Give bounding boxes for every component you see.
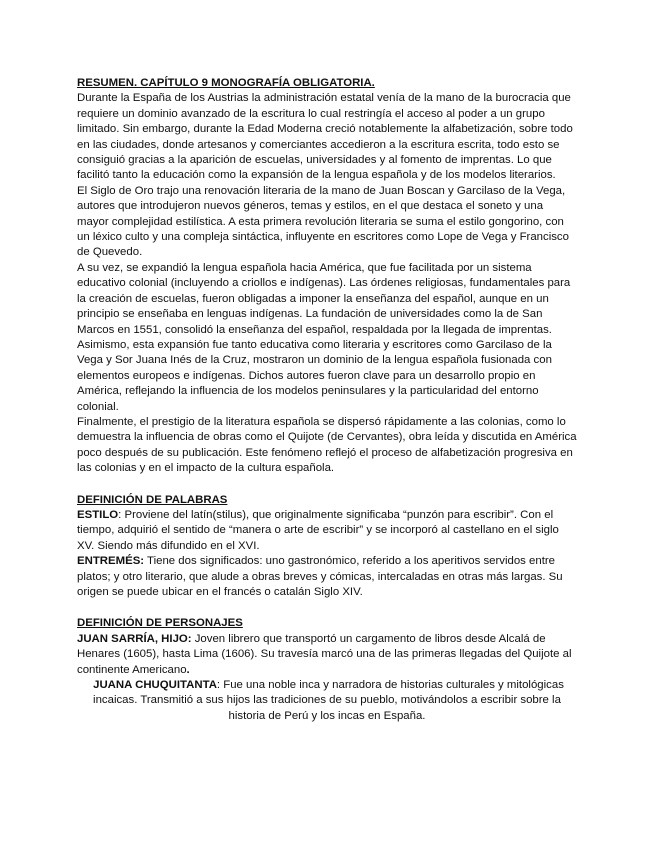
- definition-entremes: [77, 554, 577, 600]
- name-juan-sarria: JUAN SARRÍA, HIJO:: [77, 632, 192, 645]
- character-juana-chuquitanta-text: : Fue una noble inca y narradora de historias culturales y mitológicas incaicas. Transmitió a sus hijos las tradiciones de su pueblo, motivándolos a escribir sobre la historia de Perú y los incas en España.: [93, 679, 564, 722]
- definition-estilo-text: : Proviene del latín(stilus), que originalmente significaba “punzón para escribir”. Con el tiempo, adquirió el sentido de “manera o arte de escribir” y se incorporó al castellano en el siglo XV. Siendo más difundido en el XVI.: [77, 508, 559, 552]
- summary-heading: RESUMEN. CAPÍTULO 9 MONOGRAFÍA OBLIGATORIA.: [77, 77, 375, 89]
- words-heading: DEFINICIÓN DE PALABRAS: [77, 493, 228, 506]
- summary-paragraph-1: Durante la España de los Austrias la administración estatal venía de la mano de la burocracia que requiere un dominio avanzado de la escritura lo cual restringía el acceso al poder a un grupo limitado. Sin embargo, durante la Edad Moderna creció notablemente la alfabetización, sobre todo en las ciudades, donde artesanos y comerciantes accedieron a la escritura escrita, todo esto se consiguió gracias a la aparición de escuelas, universidades y al fomento de imprentas. Lo que facilitó tanto la educación como la expansión de la lengua española y de los modelos literarios.: [77, 92, 573, 182]
- summary-paragraph-4: Finalmente, el prestigio de la literatura española se dispersó rápidamente a las colonias, como lo demuestra la influencia de obras como el Quijote (de Cervantes), obra leída y discutida en América poco después de su publicación. Este fenómeno reflejó el proceso de alfabetización progresiva en las colonias y en el impacto de la cultura española.: [77, 415, 577, 475]
- definition-entremes-text: Tiene dos significados: uno gastronómico, referido a los aperitivos servidos entre platos; y otro literario, que alude a obras breves y cómicas, intercaladas en otras más largas. Su origen se puede ubicar en el francés o catalán Siglo XIV.: [77, 555, 563, 598]
- character-juana-chuquitanta: [77, 678, 577, 724]
- name-juana-chuquitanta: JUANA CHUQUITANTA: [93, 679, 217, 692]
- term-estilo: ESTILO: [77, 508, 119, 521]
- document-page: [77, 76, 577, 724]
- character-juan-sarria-text: Joven librero que transportó un cargamento de libros desde Alcalá de Henares (1605), hasta Lima (1606). Su travesía marcó una de las primeras llegadas del Quijote al continente Americano: [77, 632, 572, 676]
- term-entremes: ENTREMÉS:: [77, 555, 145, 568]
- summary-paragraph-3: A su vez, se expandió la lengua española hacia América, que fue facilitada por un sistema educativo colonial (incluyendo a criollos e indígenas). Las órdenes religiosas, fundamentales para la creación de escuelas, fueron obligadas a imponer la enseñanza del español, aunque en un principio se enseñaba en lenguas indígenas. La fundación de universidades como la de San Marcos en 1551, consolidó la enseñanza del español, respaldada por la llegada de imprentas. Asimismo, esta expansión fue tanto educativa como literaria y escritores como Garcilaso de la Vega y Sor Juana Inés de la Cruz, mostraron un dominio de la lengua española fusionada con elementos europeos e indígenas. Dichos autores fueron clave para un desarrollo propio en América, reflejando la influencia de los modelos peninsulares y la particularidad del entorno colonial.: [77, 261, 571, 413]
- characters-heading: DEFINICIÓN DE PERSONAJES: [77, 617, 243, 630]
- character-juan-sarria: [77, 632, 577, 678]
- character-juan-sarria-end: .: [186, 663, 190, 676]
- definition-estilo: [77, 508, 577, 554]
- summary-paragraph-2: El Siglo de Oro trajo una renovación literaria de la mano de Juan Boscan y Garcilaso de la Vega, autores que introdujeron nuevos géneros, temas y estilos, en el que destaca el soneto y una mayor complejidad estilística. A esta primera revolución literaria se suma el estilo gongorino, con un léxico culto y una compleja sintáctica, influyente en escritores como Lope de Vega y Francisco de Quevedo.: [77, 184, 569, 259]
